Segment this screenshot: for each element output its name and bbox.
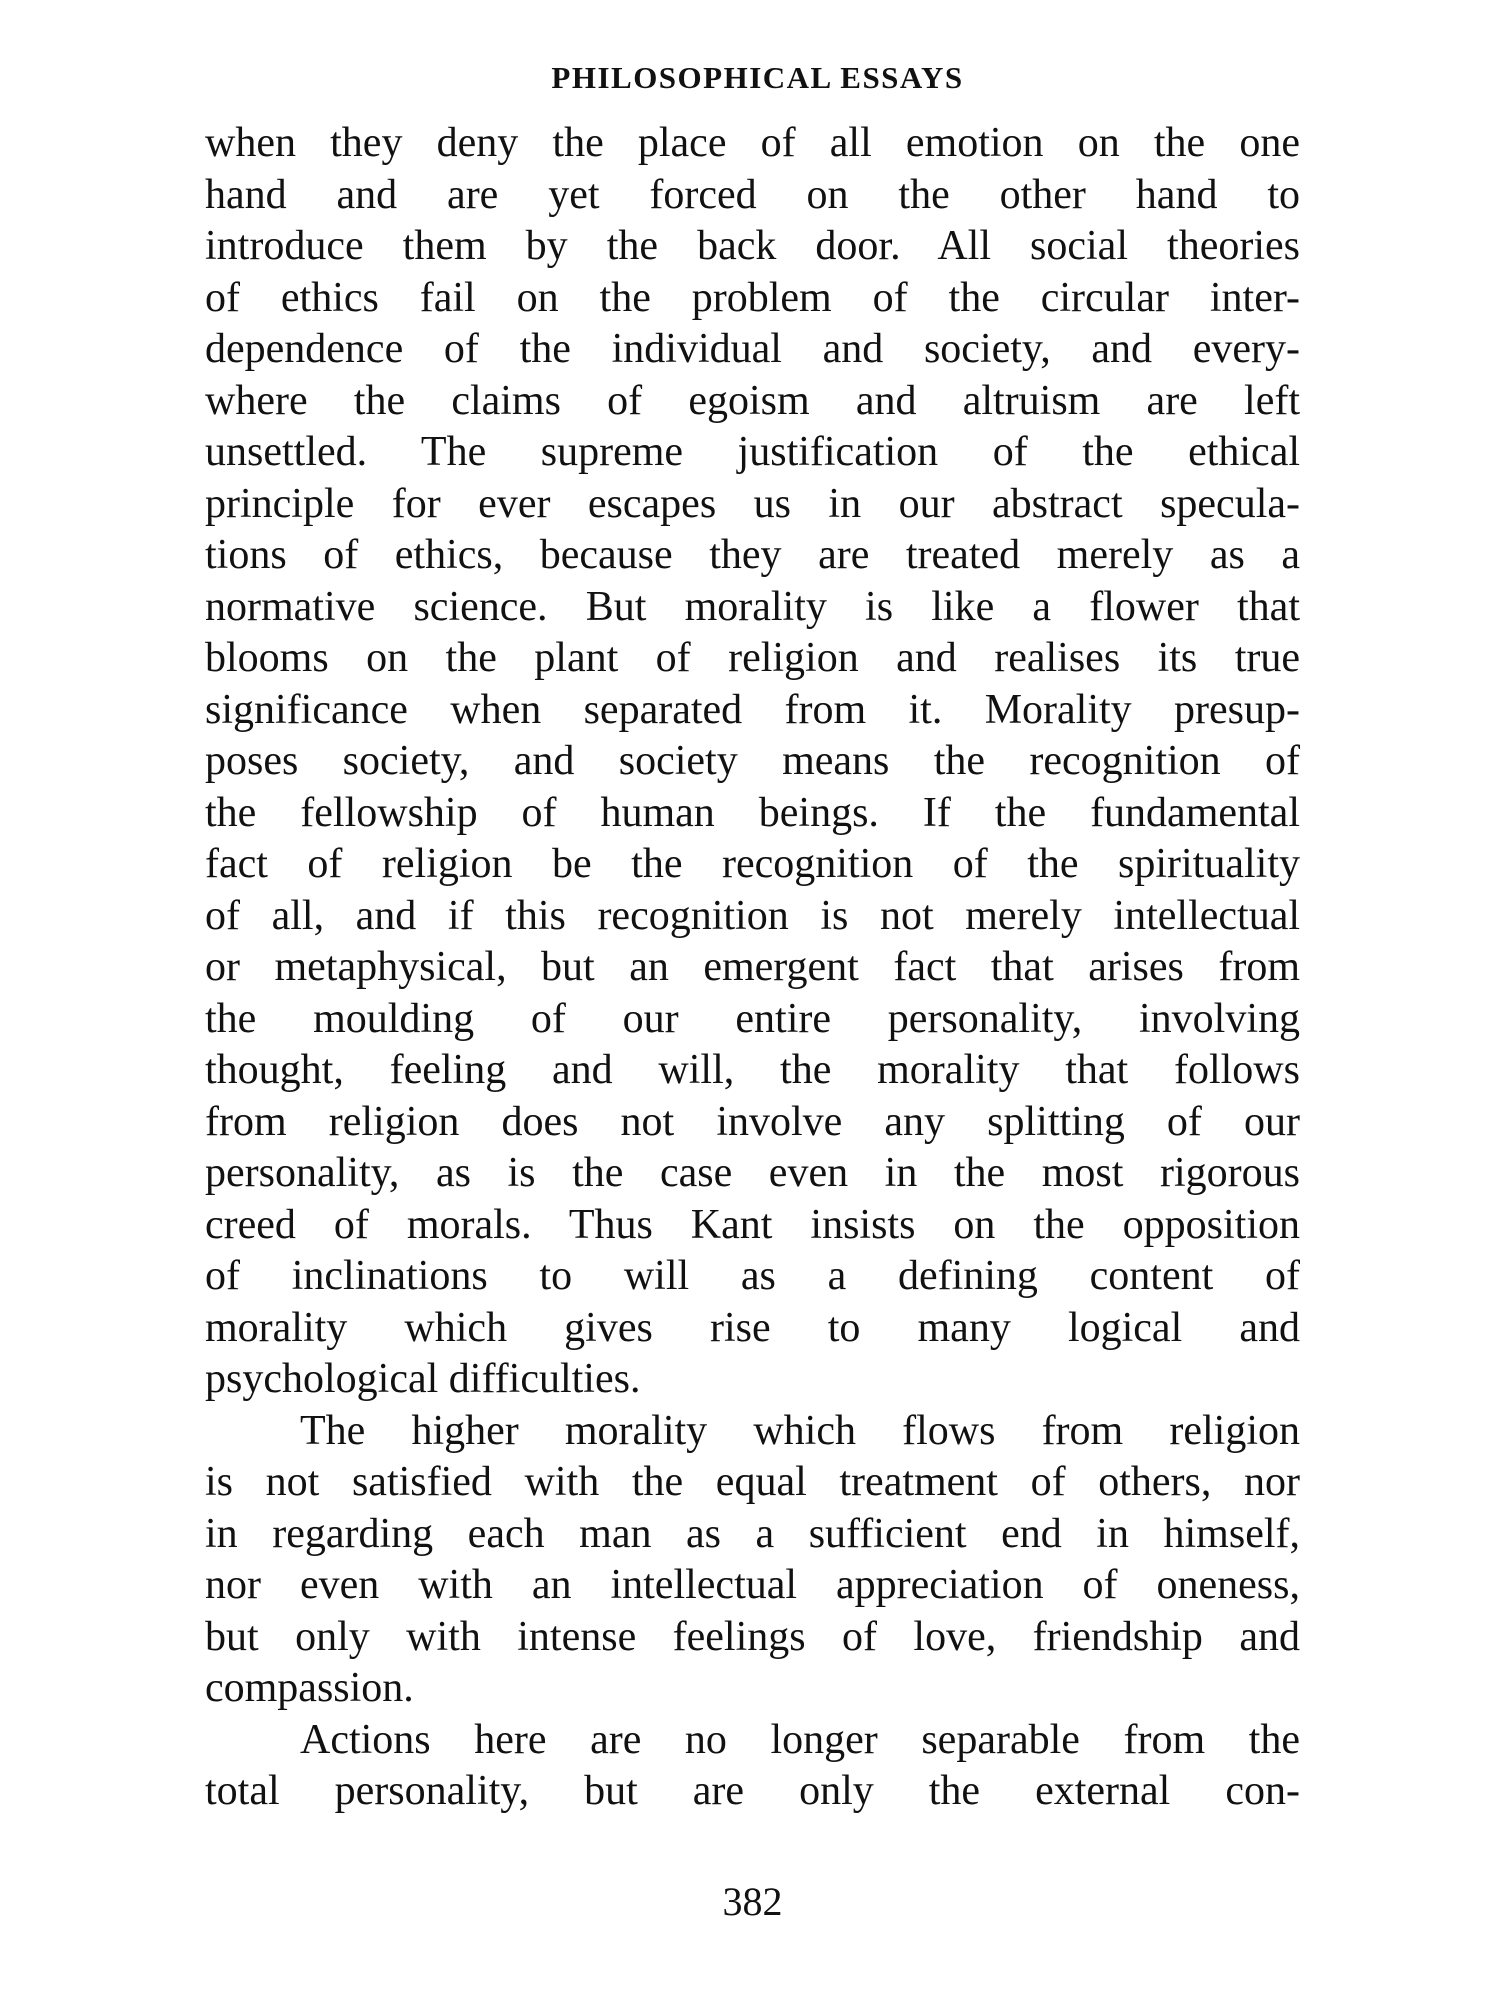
text-line: poses society, and society means the recognition of (205, 738, 1300, 784)
text-line: nor even with an intellectual appreciation of oneness, (205, 1562, 1300, 1608)
text-line: compassion. (205, 1665, 414, 1711)
text-line: fact of religion be the recognition of the spirituality (205, 841, 1300, 887)
text-line: of inclinations to will as a defining content of (205, 1253, 1300, 1299)
text-line: The higher morality which flows from religion (300, 1407, 1300, 1454)
text-line: dependence of the individual and society, and every- (205, 326, 1300, 372)
text-line: personality, as is the case even in the most rigorous (205, 1150, 1300, 1196)
paragraph (205, 118, 1300, 1406)
text-line: from religion does not involve any splitting of our (205, 1098, 1300, 1145)
body-text (205, 118, 1300, 1818)
text-line: tions of ethics, because they are treated merely as a (205, 532, 1300, 578)
paragraph (205, 1715, 1300, 1818)
text-line: is not satisfied with the equal treatment of others, nor (205, 1459, 1300, 1505)
text-line: significance when separated from it. Morality presup- (205, 686, 1300, 733)
text-line: introduce them by the back door. All social theories (205, 223, 1300, 269)
text-line: total personality, but are only the external con- (205, 1768, 1300, 1814)
text-line: psychological difficulties. (205, 1356, 641, 1402)
text-line: the fellowship of human beings. If the fundamental (205, 789, 1300, 836)
text-line: of ethics fail on the problem of the circular inter- (205, 274, 1300, 321)
book-page (205, 60, 1300, 1960)
text-line: unsettled. The supreme justification of the ethical (205, 429, 1300, 475)
paragraph (205, 1406, 1300, 1715)
text-line: principle for ever escapes us in our abstract specula- (205, 480, 1300, 527)
page-number: 382 (722, 1879, 783, 1924)
running-head: PHILOSOPHICAL ESSAYS (551, 60, 964, 95)
text-line: Actions here are no longer separable from the (300, 1716, 1300, 1763)
text-line: of all, and if this recognition is not merely intellectual (205, 892, 1300, 939)
text-line: creed of morals. Thus Kant insists on the opposition (205, 1201, 1300, 1248)
text-line: hand and are yet forced on the other hand to (205, 171, 1300, 218)
text-line: thought, feeling and will, the morality that follows (205, 1047, 1300, 1093)
text-line: when they deny the place of all emotion on the one (205, 120, 1300, 166)
text-line: where the claims of egoism and altruism are left (205, 377, 1300, 424)
text-line: blooms on the plant of religion and realises its true (205, 635, 1300, 681)
text-line: morality which gives rise to many logical and (205, 1304, 1300, 1351)
text-line: the moulding of our entire personality, involving (205, 995, 1300, 1042)
text-line: but only with intense feelings of love, friendship and (205, 1613, 1300, 1660)
text-line: in regarding each man as a sufficient end in himself, (205, 1510, 1300, 1557)
text-line: or metaphysical, but an emergent fact that arises from (205, 944, 1300, 990)
text-line: normative science. But morality is like a flower that (205, 583, 1300, 630)
